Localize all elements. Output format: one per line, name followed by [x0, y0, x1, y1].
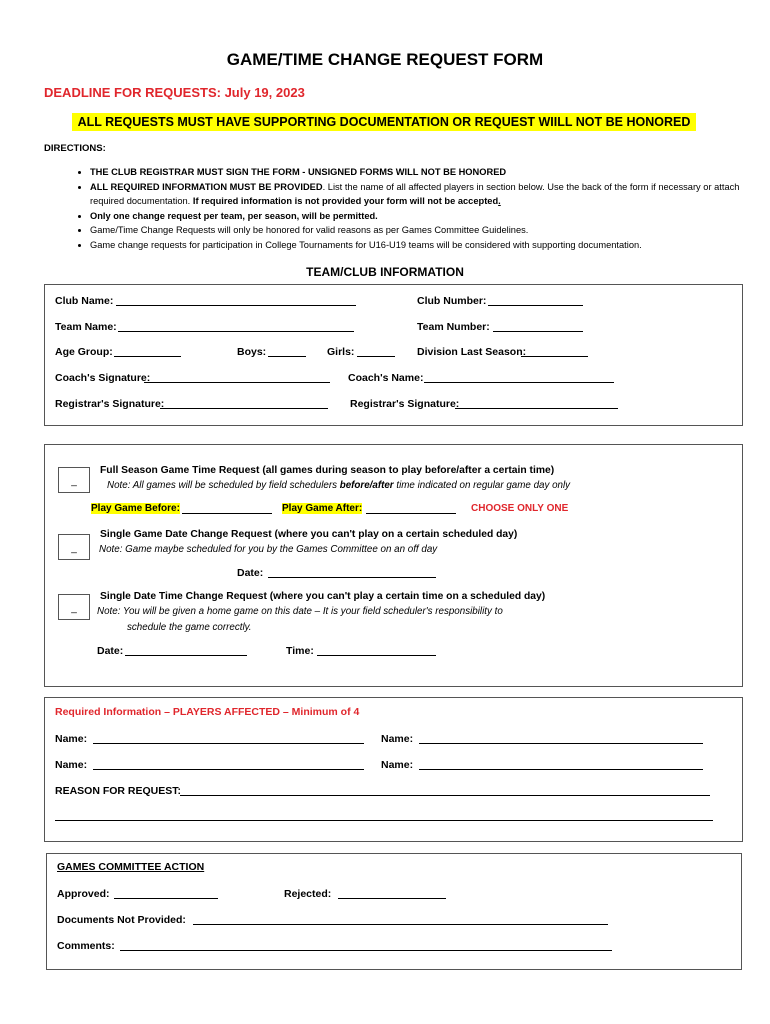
direction-item: • Game/Time Change Requests will only be honored for valid reasons as per Games Committee Guidelines. — [90, 223, 760, 238]
player-name-label: Name: — [55, 759, 88, 771]
directions-list — [52, 165, 760, 252]
single-date-time-title: Single Date Time Change Request (where you can't play a certain time on a scheduled day) — [100, 591, 546, 602]
date-label: Date: — [237, 567, 264, 579]
boys-label: Boys: — [237, 346, 267, 358]
player-name-label: Name: — [381, 733, 414, 745]
warning-banner-text: ALL REQUESTS MUST HAVE SUPPORTING DOCUMENTATION OR REQUEST WIILL NOT BE HONORED — [77, 115, 691, 129]
player-name-field[interactable] — [93, 743, 364, 744]
coach-signature-field[interactable] — [144, 382, 330, 383]
coach-signature-label: Coach's Signature: — [55, 372, 151, 384]
club-number-field[interactable] — [488, 305, 583, 306]
single-date-time-note-2: schedule the game correctly. — [127, 622, 252, 633]
full-season-title: Full Season Game Time Request (all games during season to play before/after a certain time) — [100, 465, 555, 476]
registrar-signature-label: Registrar's Signature: — [55, 398, 165, 410]
play-after-field[interactable] — [366, 513, 456, 514]
club-name-field[interactable] — [116, 305, 356, 306]
girls-label: Girls: — [327, 346, 355, 358]
direction-item: • Game change requests for participation in College Tournaments for U16-U19 teams will be considered with supporting documentation. — [90, 238, 760, 253]
full-season-note: Note: All games will be scheduled by field schedulers before/after time indicated on regular game day only — [107, 480, 571, 491]
approved-label: Approved: — [57, 888, 110, 900]
direction-item: • ALL REQUIRED INFORMATION MUST BE PROVIDED. List the name of all affected players in section below. Use the back of the form if necessary or attach required documentation. If required information is not provided your form will not be accepted. — [90, 180, 760, 209]
girls-field[interactable] — [357, 356, 395, 357]
reason-field-continued[interactable] — [55, 820, 713, 821]
play-before-field[interactable] — [182, 513, 272, 514]
rejected-field[interactable] — [338, 898, 446, 899]
division-field[interactable] — [521, 356, 588, 357]
single-game-date-checkbox[interactable]: _ — [58, 534, 90, 560]
single-game-date-note: Note: Game maybe scheduled for you by the Games Committee on an off day — [99, 544, 438, 555]
direction-item: • Only one change request per team, per season, will be permitted. — [90, 209, 760, 224]
player-name-field[interactable] — [419, 743, 703, 744]
boys-field[interactable] — [268, 356, 306, 357]
registrar-signature-field[interactable] — [160, 408, 328, 409]
player-name-field[interactable] — [93, 769, 364, 770]
age-group-field[interactable] — [114, 356, 181, 357]
coach-name-label: Coach's Name: — [348, 372, 424, 384]
age-group-label: Age Group: — [55, 346, 113, 358]
documents-not-provided-label: Documents Not Provided: — [57, 914, 186, 926]
single-game-date-title: Single Game Date Change Request (where you can't play on a certain scheduled day) — [100, 529, 518, 540]
single-date-time-checkbox[interactable]: _ — [58, 594, 90, 620]
time-label: Time: — [286, 645, 314, 657]
play-before-label: Play Game Before: — [91, 503, 180, 514]
documents-not-provided-field[interactable] — [193, 924, 608, 925]
full-season-checkbox[interactable]: _ — [58, 467, 90, 493]
rejected-label: Rejected: — [284, 888, 332, 900]
date-label-2: Date: — [97, 645, 124, 657]
team-name-field[interactable] — [118, 331, 354, 332]
player-name-label: Name: — [55, 733, 88, 745]
time-field[interactable] — [317, 655, 436, 656]
team-info-heading: TEAM/CLUB INFORMATION — [306, 265, 464, 279]
choose-one-note: CHOOSE ONLY ONE — [471, 503, 569, 514]
reason-field[interactable] — [180, 795, 710, 796]
team-number-label: Team Number: — [417, 321, 490, 333]
warning-banner — [72, 113, 696, 131]
play-after-label: Play Game After: — [282, 503, 363, 514]
deadline-text: DEADLINE FOR REQUESTS: July 19, 2023 — [44, 85, 305, 100]
comments-label: Comments: — [57, 940, 115, 952]
approved-field[interactable] — [114, 898, 218, 899]
coach-name-field[interactable] — [424, 382, 614, 383]
club-name-label: Club Name: — [55, 295, 114, 307]
comments-field[interactable] — [120, 950, 612, 951]
directions-heading: DIRECTIONS: — [44, 143, 106, 154]
club-number-label: Club Number: — [417, 295, 487, 307]
form-title: GAME/TIME CHANGE REQUEST FORM — [226, 50, 544, 69]
date-field-2[interactable] — [125, 655, 247, 656]
committee-heading: GAMES COMMITTEE ACTION — [57, 861, 205, 873]
direction-item: • THE CLUB REGISTRAR MUST SIGN THE FORM - UNSIGNED FORMS WILL NOT BE HONORED — [90, 165, 760, 180]
registrar-signature-field-2[interactable] — [455, 408, 618, 409]
players-heading: Required Information – PLAYERS AFFECTED – Minimum of 4 — [55, 706, 360, 718]
reason-label: REASON FOR REQUEST: — [55, 785, 182, 797]
team-name-label: Team Name: — [55, 321, 117, 333]
registrar-signature-label-2: Registrar's Signature: — [350, 398, 460, 410]
date-field[interactable] — [268, 577, 436, 578]
single-date-time-note: Note: You will be given a home game on this date – It is your field scheduler's responsibility to — [97, 606, 503, 617]
team-number-field[interactable] — [493, 331, 583, 332]
division-label: Division Last Season: — [417, 346, 527, 358]
player-name-label: Name: — [381, 759, 414, 771]
player-name-field[interactable] — [419, 769, 703, 770]
